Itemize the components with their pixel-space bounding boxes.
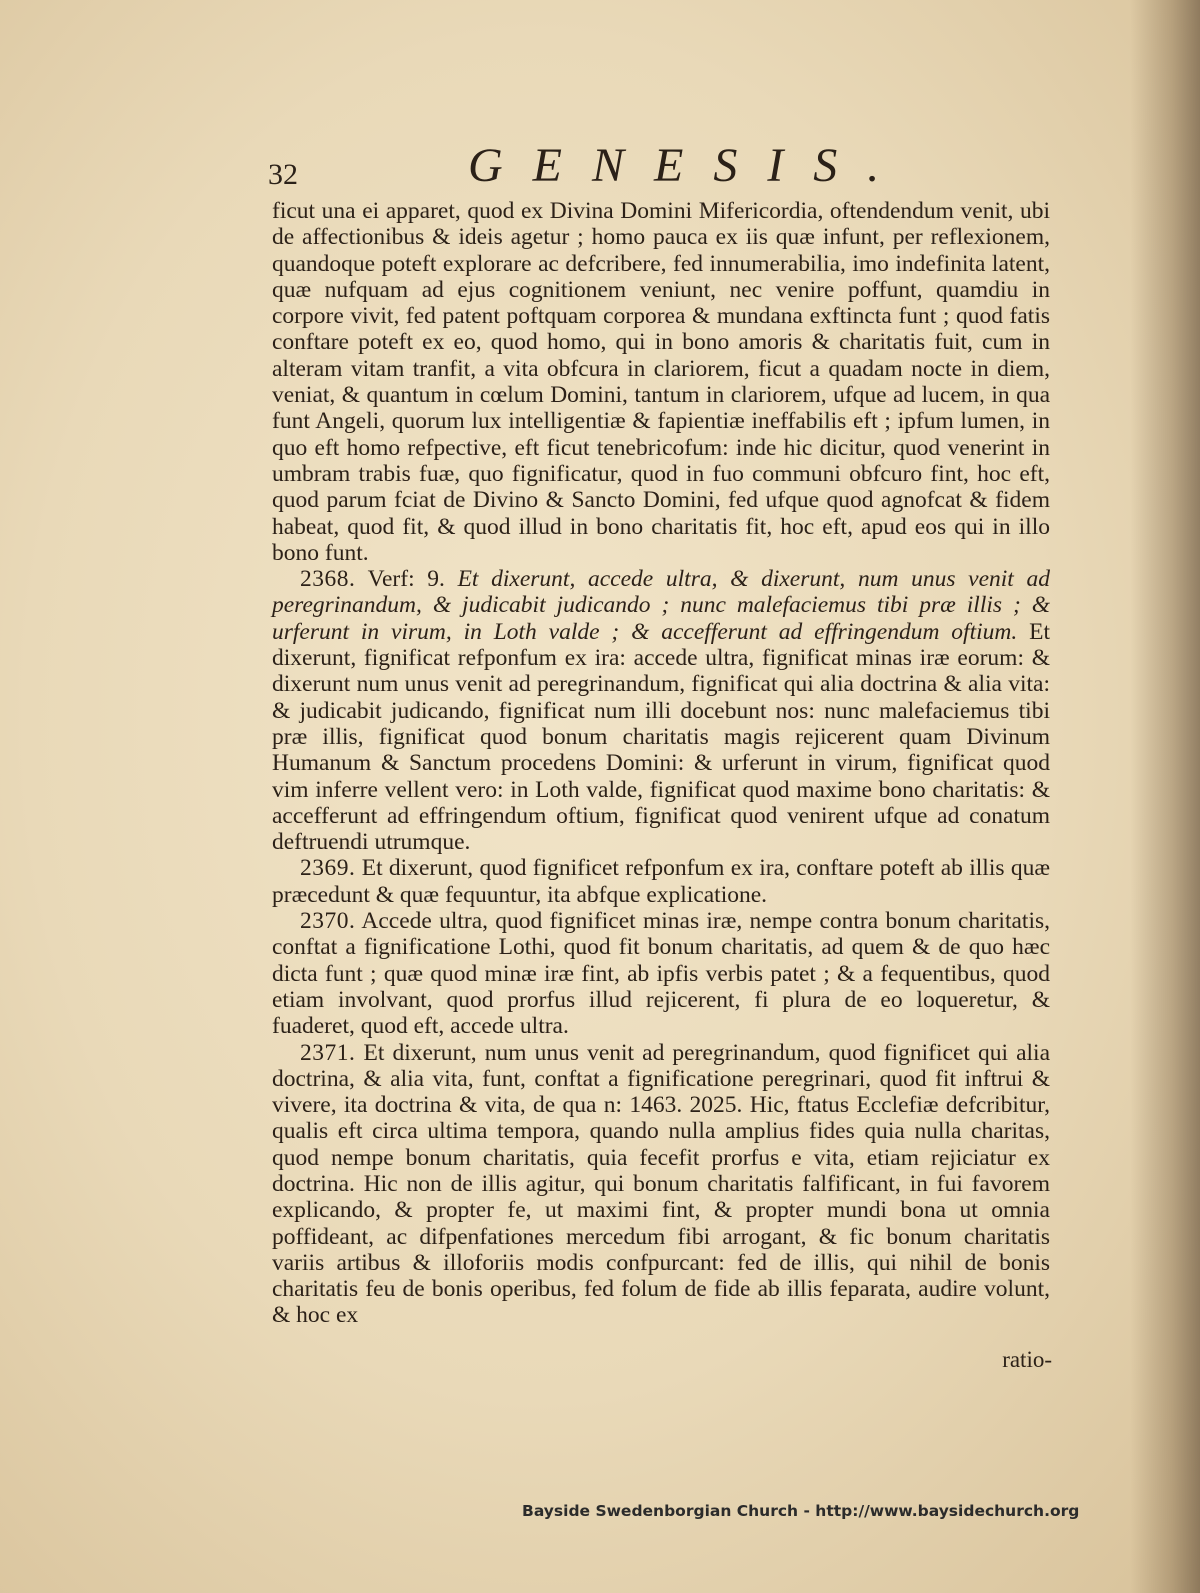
paragraph-text: Et dixerunt, fignificat refponfum ex ira: accede ultra, fignificat minas iræ eorum: & dixerunt num unus venit ad peregrinandum, fignificat qui alia doctrina & alia vita: & judicabit judicando, fignificat num illi docebunt nos: nunc malefaciemus tibi præ illis, fignificat quod bonum charitatis magis rejicerent quam Divinum Humanum & Sanctum procedens Domini: & urferunt in virum, fignificat quod vim inferre vellent vero: in Loth valde, fignificat quod maxime bono charitatis: & accefferunt ad effringendum oftium, fignificat quod venirent ufque ad conatum deftruendi utrumque. — [272, 618, 1050, 856]
page-number: 32 — [268, 158, 298, 191]
paragraph-text: Et dixerunt, num unus venit ad peregrinandum, quod fignificet qui alia doctrina, & alia vita, funt, conftat a fignificatione peregrinari, quod fit inftrui & vivere, ita doctrina & vita, de qua n: 1463. 2025. Hic, ftatus Ecclefiæ defcribitur, qualis eft circa ultima tempora, quando nulla amplius fides quia nulla charitas, quod nempe bonum charitatis, quia fecefit prorfus e vita, etiam rejiciatur ex doctrina. Hic non de illis agitur, qui bonum charitatis falfificant, in fui favorem explicando, & propter fe, ut maximi fint, & propter mundi bona ut omnia poffideant, ac difpenfationes mercedum fibi arrogant, & fic bonum charitatis variis artibus & illoforiis modis confpurcant: fed de illis, qui nihil de bonis charitatis feu de bonis operibus, fed folum de fide ab illis feparata, audire volunt, & hoc ex — [272, 1039, 1050, 1329]
paragraph-text: Accede ultra, quod fignificet minas iræ, nempe contra bonum charitatis, conftat a fignificatione Lothi, quod fit bonum charitatis, ad quem & de quo hæc dicta funt ; quæ quod minæ iræ fint, ab ipfis verbis patet ; & a fequentibus, quod etiam involvant, quod prorfus illud rejicerent, fi plura de eo loqueretur, & fuaderet, quod eft, accede ultra. — [272, 908, 1050, 1040]
paragraph-text: ficut una ei apparet, quod ex Divina Domini Mifericordia, oftendendum venit, ubi de affectionibus & ideis agetur ; homo pauca ex iis quæ infunt, per reflexionem, quandoque poteft explorare ac defcribere, fed innumerabilia, imo indefinita latent, quæ nufquam ad ejus cognitionem veniunt, nec venire poffunt, quamdiu in corpore vivit, fed patent poftquam corporea & mundana exftincta funt ; quod fatis conftare poteft ex eo, quod homo, qui in bono amoris & charitatis fuit, cum in alteram vitam tranfit, a vita obfcura in clariorem, ficut a quadam nocte in diem, veniat, & quantum in cœlum Domini, tantum in clariorem, ufque ad lucem, in qua funt Angeli, quorum lux intelligentiæ & fapientiæ ineffabilis eft ; ipfum lumen, in quo eft homo refpective, eft ficut tenebricofum: inde hic dicitur, quod venerint in umbram trabis fuæ, quo fignificatur, quod in fuo communi obfcuro fint, hoc eft, quod parum fciat de Divino & Sancto Domini, fed ufque quod agnofcat & fidem habeat, quod fit, & quod illud in bono charitatis fit, hoc eft, apud eos qui in illo bono funt. — [272, 198, 1050, 566]
body-text — [272, 198, 1050, 1329]
running-title: GENESIS. — [468, 139, 910, 192]
paragraph-2369 — [272, 855, 1050, 908]
paragraph-2371 — [272, 1040, 1050, 1329]
paragraph-continuation — [272, 198, 1050, 566]
page-header — [268, 138, 1088, 194]
paragraph-number: 2369. — [300, 855, 356, 882]
paragraph-number: 2368. — [300, 566, 356, 593]
catchword: ratio- — [1002, 1347, 1052, 1372]
paragraph-text: Et dixerunt, quod fignificet refponfum ex ira, conftare poteft ab illis quæ præcedunt & quæ fequuntur, ita abfque explicatione. — [272, 855, 1051, 908]
paragraph-2370 — [272, 908, 1050, 1039]
paragraph-number: 2370. — [300, 908, 356, 935]
paragraph-number: 2371. — [300, 1039, 356, 1066]
verse-label: Verf: 9. — [367, 566, 445, 593]
paragraph-2368 — [272, 566, 1050, 855]
verse-quotation: Et dixerunt, accede ultra, & dixerunt, num unus venit ad peregrinandum, & judicabit judicando ; nunc malefaciemus tibi præ illis ; & urferunt in virum, in Loth valde ; & accefferunt ad effringendum oftium. — [272, 566, 1050, 645]
footer-credit: Bayside Swedenborgian Church - http://www.baysidechurch.org — [522, 1502, 1080, 1520]
